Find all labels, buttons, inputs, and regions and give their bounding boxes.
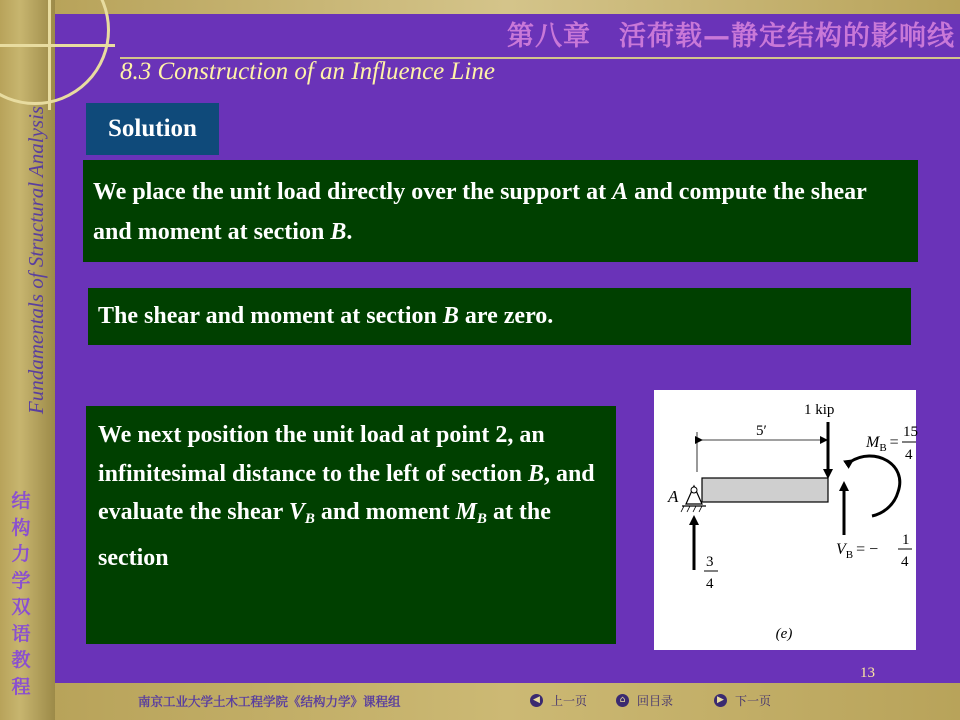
beam (702, 478, 828, 502)
paragraph-1-text-a: We place the unit load directly over the support at (93, 179, 613, 205)
sidebar-vertical-title: Fundamentals of Structural Analysis (24, 105, 48, 415)
paragraph-1-var-a: A (612, 179, 629, 205)
prev-page-button[interactable] (530, 690, 587, 710)
paragraph-2-text-b: are zero. (458, 303, 554, 329)
footer-course-group: 南京工业大学土木工程学院《结构力学》课程组 (138, 694, 401, 709)
table-of-contents-button[interactable] (616, 690, 673, 710)
table-of-contents-label: 回目录 (637, 693, 674, 708)
moment-equals: = (889, 434, 899, 451)
dimension-label: 5′ (756, 423, 767, 439)
paragraph-3-text-c: and moment (314, 499, 456, 525)
moment-denominator: 4 (905, 447, 913, 463)
paragraph-3-text-d: at the section (98, 499, 551, 571)
paragraph-3-var-m-sub: B (476, 511, 487, 527)
reaction-numerator: 3 (706, 554, 714, 570)
top-decorative-strip (55, 0, 960, 14)
chevron-right-icon: ▶ (714, 694, 727, 707)
paragraph-2-var-b: B (442, 303, 459, 329)
reaction-denominator: 4 (706, 576, 714, 592)
moment-numerator: 15 (903, 424, 918, 440)
moment-symbol: M (866, 434, 880, 451)
shear-label (836, 541, 878, 561)
chapter-title: 第八章 活荷载—静定结构的影响线 (507, 21, 955, 52)
figure-caption: (e) (775, 626, 793, 642)
sidebar-chinese-title: 结构力学双语教程 (11, 490, 31, 698)
paragraph-1 (83, 160, 918, 262)
load-label: 1 kip (804, 402, 835, 418)
paragraph-1-var-b: B (330, 219, 347, 245)
paragraph-2 (88, 288, 911, 345)
home-icon: ⌂ (616, 694, 629, 707)
page-number: 13 (860, 665, 875, 681)
paragraph-2-text-a: The shear and moment at section (98, 303, 443, 329)
corner-ring-ornament (0, 0, 110, 105)
paragraph-3-var-v-sub: B (304, 511, 315, 527)
paragraph-1-text-c: . (346, 219, 353, 245)
shear-numerator: 1 (902, 532, 910, 548)
corner-horizontal-line (0, 44, 115, 47)
section-heading: 8.3 Construction of an Influence Line (120, 58, 495, 85)
prev-page-label: 上一页 (551, 693, 588, 708)
next-page-button[interactable] (714, 690, 771, 710)
moment-subscript: B (879, 442, 887, 454)
moment-label (865, 434, 899, 454)
chevron-left-icon: ◀ (530, 694, 543, 707)
free-body-diagram-svg (654, 390, 916, 650)
shear-subscript: B (845, 549, 854, 561)
paragraph-1-text-b: and compute the shear and moment at section (93, 179, 867, 245)
paragraph-3-var-b: B (527, 460, 544, 487)
shear-symbol: V (836, 541, 846, 558)
free-body-diagram (654, 390, 916, 650)
support-label: A (668, 487, 679, 506)
solution-label: Solution (86, 103, 219, 155)
shear-equals: = − (856, 541, 879, 558)
moment-arrow (850, 456, 900, 516)
shear-denominator: 4 (901, 554, 909, 570)
paragraph-3 (86, 406, 616, 644)
paragraph-3-var-m: M (455, 499, 477, 525)
paragraph-3-text-a: We next position the unit load at point 2, an infinitesimal distance to the left of section (98, 422, 545, 487)
paragraph-3-text-b: , and evaluate the shear (98, 460, 595, 525)
paragraph-3-var-v: V (288, 499, 305, 525)
next-page-label: 下一页 (735, 693, 772, 708)
